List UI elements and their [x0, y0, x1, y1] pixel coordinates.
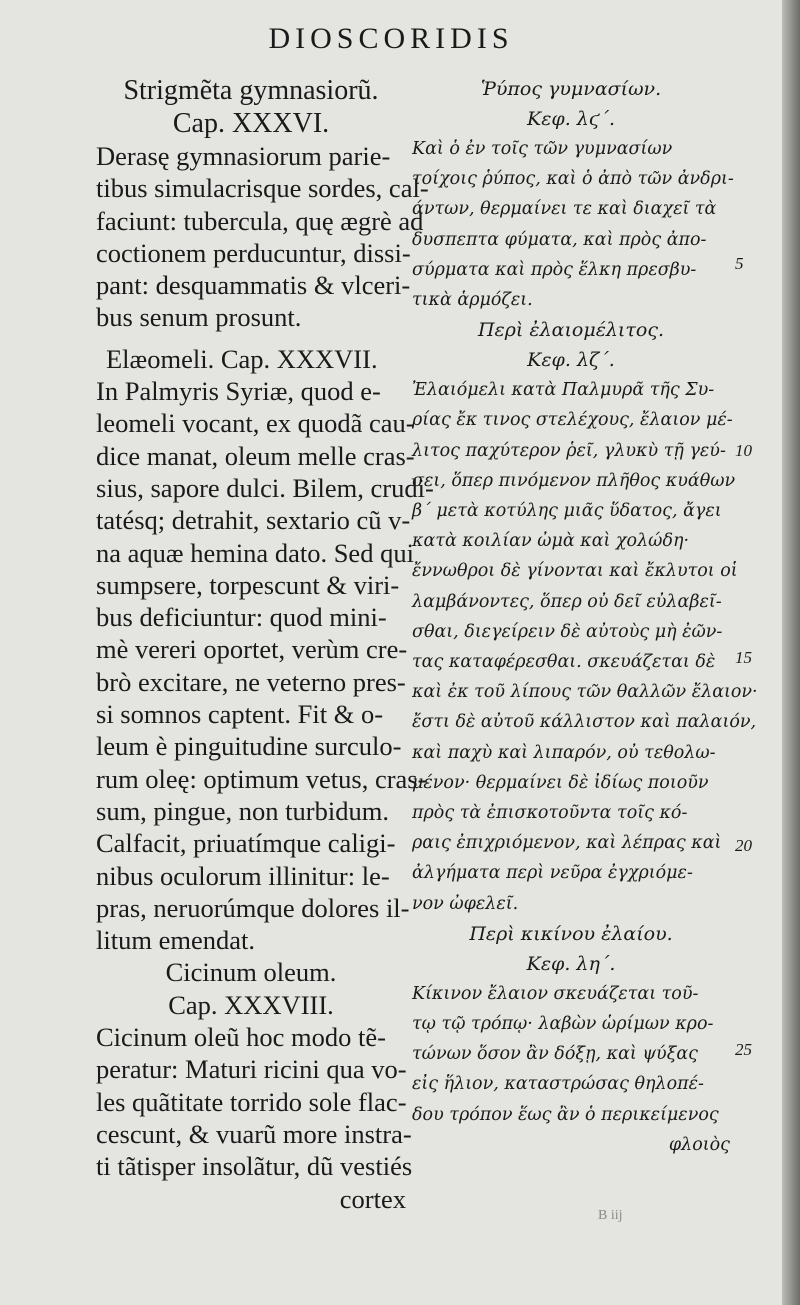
latin-section2-title: Elæomeli. Cap. XXXVII.: [106, 343, 378, 374]
latin-text-line: In Palmyris Syriæ, quod e-: [96, 376, 381, 407]
greek-text-line: Κίκινον ἔλαιον σκευάζεται τοῦ-: [412, 983, 699, 1004]
line-number: 15: [735, 648, 752, 667]
latin-text-line: bus deficiuntur: quod mini-: [96, 602, 387, 633]
greek-section3-title: Περὶ κικίνου ἐλαίου.: [469, 922, 673, 945]
latin-text-line: Cicinum oleũ hoc modo tẽ-: [96, 1022, 386, 1053]
latin-text-line: leum è pinguitudine surculo-: [96, 731, 402, 762]
latin-text-line: tibus simulacrisque sordes, cal-: [96, 173, 429, 204]
greek-text-line: δου τρόπον ἕως ἂν ὁ περικείμενος: [412, 1104, 719, 1125]
latin-text-line: tatésq; detrahit, sextario cũ v-: [96, 505, 411, 536]
greek-text-line: λαμβάνοντες, ὅπερ οὐ δεῖ εὐλαβεῖ-: [412, 591, 722, 612]
greek-text-line: ἀλγήματα περὶ νεῦρα ἐγχριόμε-: [412, 863, 693, 884]
greek-text-line: τας καταφέρεσθαι. σκευάζεται δὲ: [412, 652, 716, 673]
greek-section1-title: Ῥύπος γυμνασίων.: [480, 78, 662, 100]
latin-column: [96, 74, 434, 1215]
greek-section3-cap: Κεφ. λη΄.: [526, 952, 616, 975]
greek-catchword: φλοιὸς: [668, 1134, 730, 1155]
latin-text-line: cescunt, & vuarũ more instra-: [96, 1118, 412, 1149]
gutter-shadow: [782, 0, 800, 1305]
latin-text-line: les quãtitate torrido sole flac-: [96, 1086, 407, 1117]
latin-text-line: dice manat, oleum melle cras-: [96, 440, 415, 471]
greek-text-line: άντων, θερμαίνει τε καὶ διαχεῖ τὰ: [412, 199, 717, 220]
greek-text-line: ἔστι δὲ αὐτοῦ κάλλιστον καὶ παλαιόν,: [412, 712, 757, 733]
greek-text-line: σύρματα καὶ πρὸς ἕλκη πρεσβυ-: [412, 259, 697, 280]
greek-section1-cap: Κεφ. λϛ΄.: [527, 108, 615, 130]
greek-text-line: μένον· θερμαίνει δὲ ἰδίως ποιοῦν: [412, 772, 709, 793]
line-number: 25: [735, 1040, 752, 1059]
latin-text-line: brò excitare, ne veterno pres-: [96, 666, 406, 697]
latin-section3-cap: Cap. XXXVIII.: [168, 989, 334, 1020]
greek-text-line: ἔννωθροι δὲ γίνονται καὶ ἔκλυτοι οἱ: [412, 561, 738, 582]
greek-text-line: Ἐλαιόμελι κατὰ Παλμυρᾶ τῆς Συ-: [412, 380, 715, 401]
line-number: 10: [735, 441, 752, 460]
running-head: DIOSCORIDIS: [268, 22, 514, 55]
latin-text-line: sumpsere, torpescunt & viri-: [96, 569, 400, 600]
latin-text-line: ti tãtisper insolãtur, dũ vestiés: [96, 1151, 413, 1182]
latin-text-line: coctionem perducuntur, dissi-: [96, 237, 411, 268]
greek-text-line: τῳ τῷ τρόπῳ· λαβὼν ὡρίμων κρο-: [412, 1014, 714, 1035]
greek-text-line: πρὸς τὰ ἐπισκοτοῦντα τοῖς κό-: [412, 803, 688, 824]
line-number: 20: [735, 836, 752, 855]
latin-text-line: na aquæ hemina dato. Sed qui: [96, 537, 414, 568]
greek-text-line: σθαι, διεγείρειν δὲ αὐτοὺς μὴ ἐῶν-: [412, 621, 723, 642]
latin-section3-title: Cicinum oleum.: [165, 957, 337, 988]
latin-section1-title: Strigmẽta gymnasiorũ.: [123, 75, 379, 106]
greek-text-line: β΄ μετὰ κοτύλης μιᾶς ὕδατος, ἄγει: [412, 501, 722, 522]
latin-text-line: sum, pingue, non turbidum.: [96, 795, 389, 826]
greek-text-line: καὶ παχὺ καὶ λιπαρόν, οὐ τεθολω-: [412, 742, 716, 763]
greek-text-line: λιτος παχύτερον ῥεῖ, γλυκὺ τῇ γεύ-: [412, 440, 726, 461]
latin-text-line: nibus oculorum illinitur: le-: [96, 860, 390, 891]
latin-text-line: leomeli vocant, ex quodã cau-: [96, 408, 415, 439]
latin-text-line: mè vereri oportet, verùm cre-: [96, 634, 408, 665]
greek-text-line: δυσπεπτα φύματα, καὶ πρὸς ἀπο-: [412, 229, 707, 250]
greek-text-line: εἰς ἥλιον, καταστρώσας θηλοπέ-: [412, 1074, 704, 1095]
greek-text-line: τώνων ὅσον ἂν δόξῃ, καὶ ψύξας: [412, 1044, 698, 1065]
latin-text-line: si somnos captent. Fit & o-: [96, 699, 384, 730]
greek-text-line: καὶ ἐκ τοῦ λίπους τῶν θαλλῶν ἔλαιον·: [412, 682, 758, 703]
latin-section1-cap: Cap. XXXVI.: [172, 108, 330, 139]
greek-text-line: σει, ὅπερ πινόμενον πλῆθος κυάθων: [412, 470, 736, 491]
greek-text-line: τικὰ ἁρμόζει.: [412, 290, 533, 311]
latin-text-line: litum emendat.: [96, 925, 255, 956]
latin-text-line: rum oleę: optimum vetus, cras-: [96, 763, 427, 794]
greek-text-line: ρίας ἔκ τινος στελέχους, ἔλαιον μέ-: [412, 410, 733, 431]
latin-text-line: peratur: Maturi ricini qua vo-: [96, 1054, 407, 1085]
latin-text-line: pant: desquammatis & vlceri-: [96, 270, 411, 301]
latin-text-line: Derasę gymnasiorum parie-: [96, 141, 391, 171]
latin-text-line: bus senum prosunt.: [96, 302, 302, 333]
signature-mark: B iij: [598, 1208, 623, 1223]
greek-text-line: κατὰ κοιλίαν ὠμὰ καὶ χολώδη·: [412, 531, 690, 552]
latin-text-line: pras, neruorúmque dolores il-: [96, 892, 410, 923]
latin-text-line: sius, sapore dulci. Bilem, crudi-: [96, 472, 434, 503]
greek-text-line: νον ὠφελεῖ.: [412, 893, 519, 914]
greek-text-line: τοίχοις ῥύπος, καὶ ὁ ἀπὸ τῶν ἀνδρι-: [412, 169, 734, 190]
greek-text-line: Καὶ ὁ ἐν τοῖς τῶν γυμνασίων: [412, 139, 673, 159]
latin-text-line: faciunt: tubercula, quę ægrè ad: [96, 205, 424, 236]
latin-catchword: cortex: [339, 1183, 406, 1214]
greek-section2-cap: Κεφ. λζ΄.: [527, 349, 615, 372]
greek-text-line: ραις ἐπιχριόμενον, καὶ λέπρας καὶ: [412, 833, 722, 854]
line-number: 5: [735, 254, 744, 273]
greek-section2-title: Περὶ ἐλαιομέλιτος.: [477, 319, 665, 342]
latin-text-line: Calfacit, priuatímque caligi-: [96, 828, 396, 859]
